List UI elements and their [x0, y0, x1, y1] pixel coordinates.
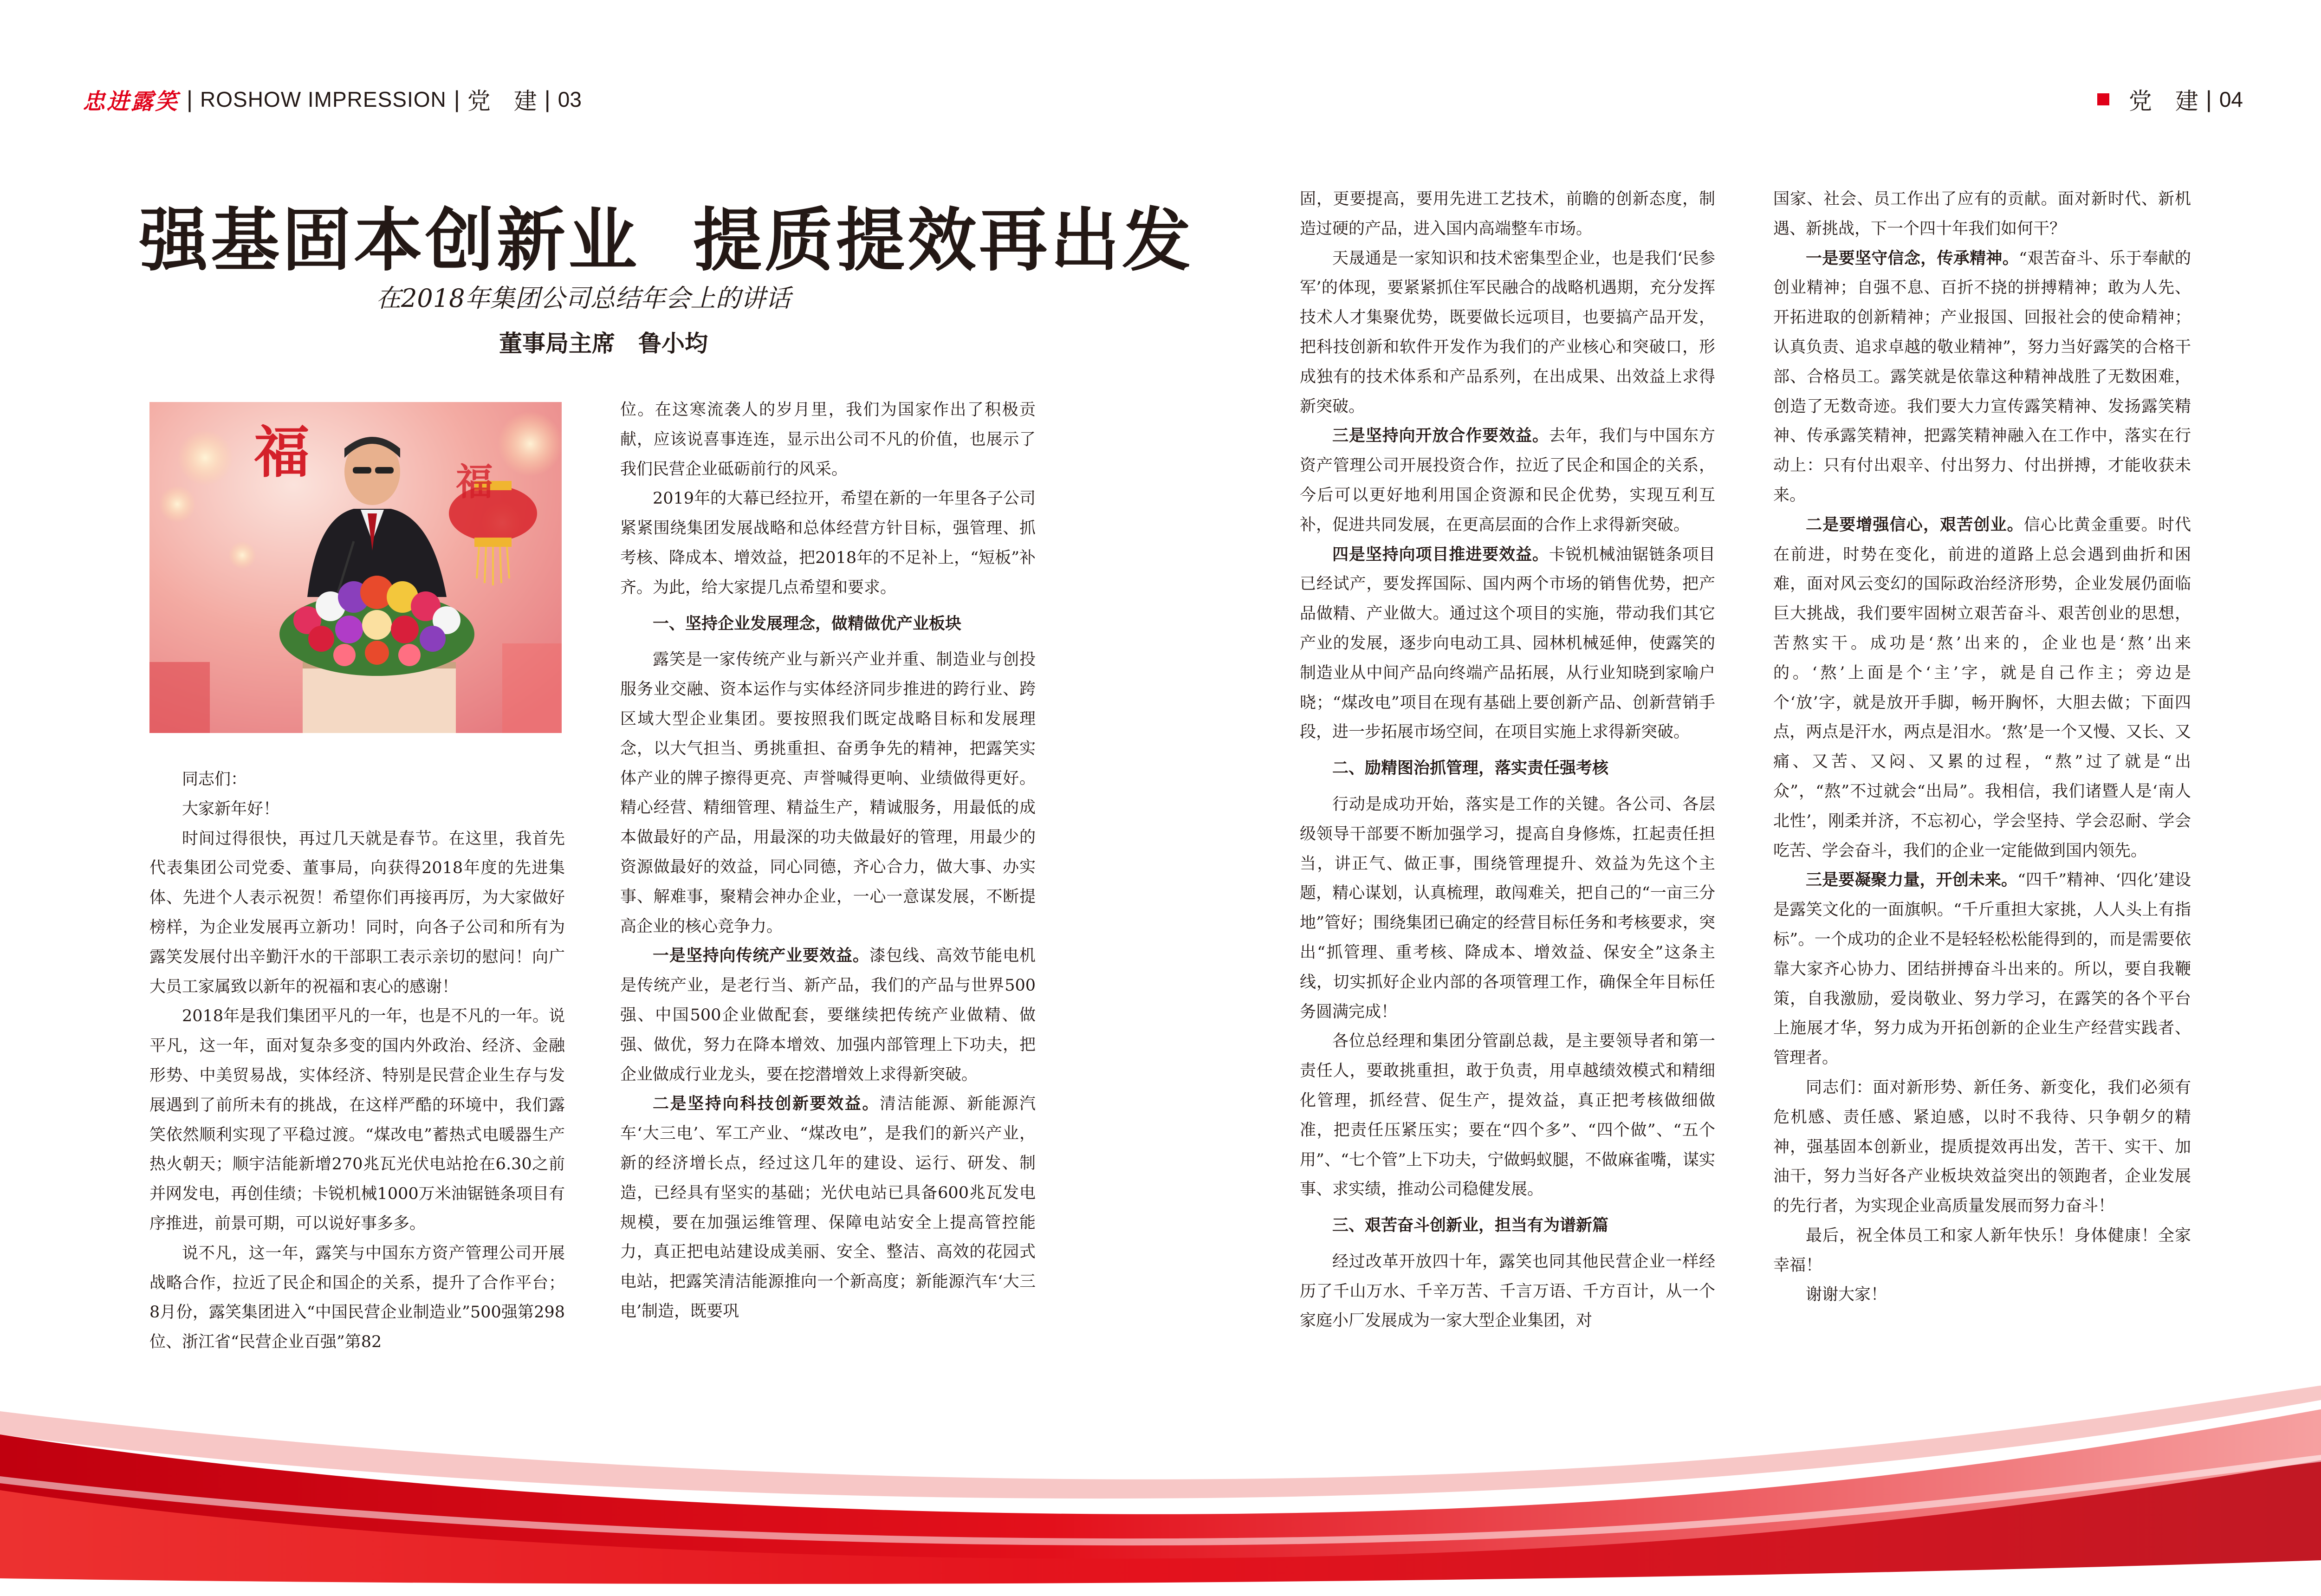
article-column-3	[1300, 185, 1715, 1336]
paragraph-lead: 四是坚持向项目推进要效益。	[1332, 545, 1549, 564]
greeting: 大家新年好！	[182, 799, 280, 818]
section-name-left: 党 建	[467, 88, 537, 115]
brand-logo-script: 忠进露笑	[83, 88, 180, 115]
paragraph	[1300, 422, 1715, 540]
running-header-left	[83, 83, 582, 116]
paragraph-body: “艰苦奋斗、乐于奉献的创业精神；自强不息、百折不挠的拼搏精神；敢为人先、开拓进取的创新精神；产业报国、回报社会的使命精神；认真负责、追求卓越的敬业精神”，努力当好露笑的合格干部、合格员工。露笑就是依靠这种精神战胜了无数困难，创造了无数奇迹。我们要大力宣传露笑精神、发扬露笑精神、传承露笑精神，把露笑精神融入在工作中，落实在行动上：只有付出艰辛、付出努力、付出拼搏，才能收获未来。	[1773, 249, 2191, 505]
red-square-icon	[2097, 93, 2109, 105]
paragraph	[1773, 511, 2191, 866]
paragraph-lead: 三是要凝聚力量，开创未来。	[1806, 871, 2018, 890]
article-byline: 董事局主席 鲁小均	[499, 330, 708, 357]
speaker-photo	[149, 402, 562, 733]
paragraph	[620, 941, 1036, 1090]
paragraph: 2019年的大幕已经拉开，希望在新的一年里各子公司紧紧围绕集团发展战略和总体经营方针目标，强管理、抓考核、降成本、增效益，把2018年的不足补上，“短板”补齐。为此，给大家提几点希望和要求。	[620, 489, 1036, 597]
header-separator: |	[544, 86, 551, 112]
article-column-1	[149, 765, 565, 1357]
section-heading-3: 三、艰苦奋斗创新业，担当有为谱新篇	[1332, 1216, 1609, 1235]
article-subtitle: 在2018年集团公司总结年会上的讲话	[376, 284, 791, 313]
page-number-right: 04	[2219, 87, 2243, 111]
section-heading-2: 二、励精图治抓管理，落实责任强考核	[1332, 759, 1609, 778]
paragraph: 露笑是一家传统产业与新兴产业并重、制造业与创投服务业交融、资本运作与实体经济同步推进的跨行业、跨区域大型企业集团。要按照我们既定战略目标和发展理念，以大气担当、勇挑重担、奋勇争先的精神，把露笑实体产业的牌子擦得更亮、声誉喊得更响、业绩做得更好。精心经营、精细管理、精益生产，精诚服务，用最低的成本做最好的产品，用最深的功夫做最好的管理，用最少的资源做最好的效益，同心同德，齐心合力，做大事、办实事、解难事，聚精会神办企业，一心一意谋发展，不断提高企业的核心竞争力。	[620, 650, 1036, 936]
header-separator: |	[454, 86, 460, 112]
section-name-right: 党 建	[2128, 88, 2198, 115]
paragraph: 固，更要提高，要用先进工艺技术，前瞻的创新态度，制造过硬的产品，进入国内高端整车市场。	[1300, 190, 1715, 238]
header-separator: |	[2205, 86, 2212, 112]
brand-english-name: ROSHOW IMPRESSION	[200, 87, 447, 111]
paragraph	[1773, 866, 2191, 1073]
paragraph	[1300, 540, 1715, 748]
article-column-2	[620, 396, 1036, 1327]
paragraph: 说不凡，这一年，露笑与中国东方资产管理公司开展战略合作，拉近了民企和国企的关系，提升了合作平台；8月份，露笑集团进入“中国民营企业制造业”500强第298位、浙江省“民营企业百强”第82	[149, 1244, 565, 1352]
decorative-red-wave	[0, 1383, 2321, 1596]
paragraph: 位。在这寒流袭人的岁月里，我们为国家作出了积极贡献，应该说喜事连连，显示出公司不凡的价值，也展示了我们民营企业砥砺前行的风采。	[620, 401, 1036, 479]
paragraph-body: 卡锐机械油锯链条项目已经试产，要发挥国际、国内两个市场的销售优势，把产品做精、产业做大。通过这个项目的实施，带动我们其它产业的发展，逐步向电动工具、园林机械延伸，使露笑的制造业从中间产品向终端产品拓展，从行业知晓到家喻户晓；“煤改电”项目在现有基础上要创新产品、创新营销手段，进一步拓展市场空间，在项目实施上求得新突破。	[1300, 545, 1715, 742]
paragraph-body: “四千”精神、‘四化’建设是露笑文化的一面旗帜。“千斤重担大家挑，人人头上有指标”。一个成功的企业不是轻轻松松能得到的，而是需要依靠大家齐心协力、团结拼搏奋斗出来的。所以，要自我鞭策，自我激励，爱岗敬业、努力学习，在露笑的各个平台上施展才华，努力成为开拓创新的企业生产经营实践者、管理者。	[1773, 871, 2191, 1068]
paragraph: 时间过得很快，再过几天就是春节。在这里，我首先代表集团公司党委、董事局，向获得2018年度的先进集体、先进个人表示祝贺！希望你们再接再厉，为大家做好榜样，为企业发展再立新功！同时，向各子公司和所有为露笑发展付出辛勤汗水的干部职工表示亲切的慰问！向广大员工家属致以新年的祝福和衷心的感谢！	[149, 829, 565, 996]
salutation: 同志们：	[182, 770, 247, 789]
paragraph: 各位总经理和集团分管副总裁，是主要领导者和第一责任人，要敢挑重担，敢于负责，用卓越绩效模式和精细化管理，抓经营、促生产，提效益，真正把考核做细做准，把责任压紧压实；要在“四个多”、“四个做”、“五个用”、“七个管”上下功夫，宁做蚂蚁腿，不做麻雀嘴，谋实事、求实绩，推动公司稳健发展。	[1300, 1032, 1715, 1199]
paragraph-body: 信心比黄金重要。时代在前进，时势在变化，前进的道路上总会遇到曲折和困难，面对风云变幻的国际政治经济形势，企业发展仍面临巨大挑战，我们要牢固树立艰苦奋斗、艰苦创业的思想，苦熬实干。成功是‘熬’出来的，企业也是‘熬’出来的。‘熬’上面是个‘主’字，就是自己作主；旁边是个‘放’字，就是放开手脚，畅开胸怀，大胆去做；下面四点，两点是汗水，两点是泪水。‘熬’是一个又慢、又长、又痛、又苦、又闷、又累的过程，“熬”过了就是“出众”，“熬”不过就会“出局”。我相信，我们诸暨人是‘南人北性’，刚柔并济，不忘初心，学会坚持、学会忍耐、学会吃苦、学会奋斗，我们的企业一定能做到国内领先。	[1773, 515, 2191, 860]
closing-wish: 最后，祝全体员工和家人新年快乐！身体健康！全家幸福！	[1773, 1226, 2191, 1275]
paragraph-lead: 二是坚持向科技创新要效益。	[653, 1095, 880, 1114]
paragraph	[1773, 244, 2191, 511]
paragraph	[620, 1090, 1036, 1326]
paragraph-lead: 一是要坚守信念，传承精神。	[1806, 249, 2019, 268]
article-column-4	[1773, 185, 2191, 1310]
fu-character-left: 福	[254, 421, 310, 485]
header-separator: |	[187, 86, 193, 112]
paragraph-body: 漆包线、高效节能电机是传统产业，是老行当、新产品，我们的产品与世界500强、中国500企业做配套，要继续把传统产业做精、做强、做优，努力在降本增效、加强内部管理上下功夫，把企业做成行业龙头，要在挖潜增效上求得新突破。	[620, 947, 1036, 1084]
running-header-right	[2097, 83, 2243, 116]
paragraph: 天晟通是一家知识和技术密集型企业，也是我们‘民参军’的体现，要紧紧抓住军民融合的战略机遇期，充分发挥技术人才集聚优势，既要做长远项目，也要搞产品开发，把科技创新和软件开发作为我们的产业核心和突破口，形成独有的技术体系和产品系列，在出成果、出效益上求得新突破。	[1300, 249, 1715, 416]
paragraph-lead: 一是坚持向传统产业要效益。	[653, 947, 869, 966]
section-heading-1: 一、坚持企业发展理念，做精做优产业板块	[653, 614, 962, 633]
page-number-left: 03	[558, 87, 582, 111]
fu-character-right: 福	[456, 461, 493, 504]
article-title: 强基固本创新业 提质提效再出发	[139, 201, 1194, 280]
paragraph-body: 清洁能源、新能源汽车‘大三电’、军工产业、“煤改电”，是我们的新兴产业，新的经济增长点，经过这几年的建设、运行、研发、制造，已经具有坚实的基础；光伏电站已具备600兆瓦发电规模，要在加强运维管理、保障电站安全上提高管控能力，真正把电站建设成美丽、安全、整洁、高效的花园式电站，把露笑清洁能源推向一个新高度；新能源汽车‘大三电’制造，既要巩	[620, 1095, 1036, 1321]
paragraph-lead: 二是要增强信心，艰苦创业。	[1806, 515, 2024, 534]
paragraph: 同志们：面对新形势、新任务、新变化，我们必须有危机感、责任感、紧迫感，以时不我待、只争朝夕的精神，强基固本创新业，提质提效再出发，苦干、实干、加油干，努力当好各产业板块效益突出的领跑者，企业发展的先行者，为实现企业高质量发展而努力奋斗！	[1773, 1078, 2191, 1216]
paragraph: 经过改革开放四十年，露笑也同其他民营企业一样经历了千山万水、千辛万苦、千言万语、千方百计，从一个家庭小厂发展成为一家大型企业集团，对	[1300, 1252, 1715, 1330]
paragraph-body: 去年，我们与中国东方资产管理公司开展投资合作，拉近了民企和国企的关系，今后可以更好地利用国企资源和民企优势，实现互利互补，促进共同发展，在更高层面的合作上求得新突破。	[1300, 427, 1715, 534]
paragraph: 国家、社会、员工作出了应有的贡献。面对新时代、新机遇、新挑战，下一个四十年我们如何干？	[1773, 190, 2191, 238]
paragraph: 行动是成功开始，落实是工作的关键。各公司、各层级领导干部要不断加强学习，提高自身修炼，扛起责任担当，讲正气、做正事，围绕管理提升、效益为先这个主题，精心谋划，认真梳理，敢闯难关，把自己的“一亩三分地”管好；围绕集团已确定的经营目标任务和考核要求，突出“抓管理、重考核、降成本、增效益、保安全”这条主线，切实抓好企业内部的各项管理工作，确保全年目标任务圆满完成！	[1300, 795, 1715, 1021]
paragraph-lead: 三是坚持向开放合作要效益。	[1332, 427, 1549, 446]
paragraph: 2018年是我们集团平凡的一年，也是不凡的一年。说平凡，这一年，面对复杂多变的国内外政治、经济、金融形势、中美贸易战，实体经济、特别是民营企业生存与发展遇到了前所未有的挑战，在这样严酷的环境中，我们露笑依然顺利实现了平稳过渡。“煤改电”蓄热式电暖器生产热火朝天；顺宇洁能新增270兆瓦光伏电站抢在6.30之前并网发电，再创佳绩；卡锐机械1000万米油锯链条项目有序推进，前景可期，可以说好事多多。	[149, 1007, 565, 1233]
closing-thanks: 谢谢大家！	[1806, 1285, 1887, 1304]
